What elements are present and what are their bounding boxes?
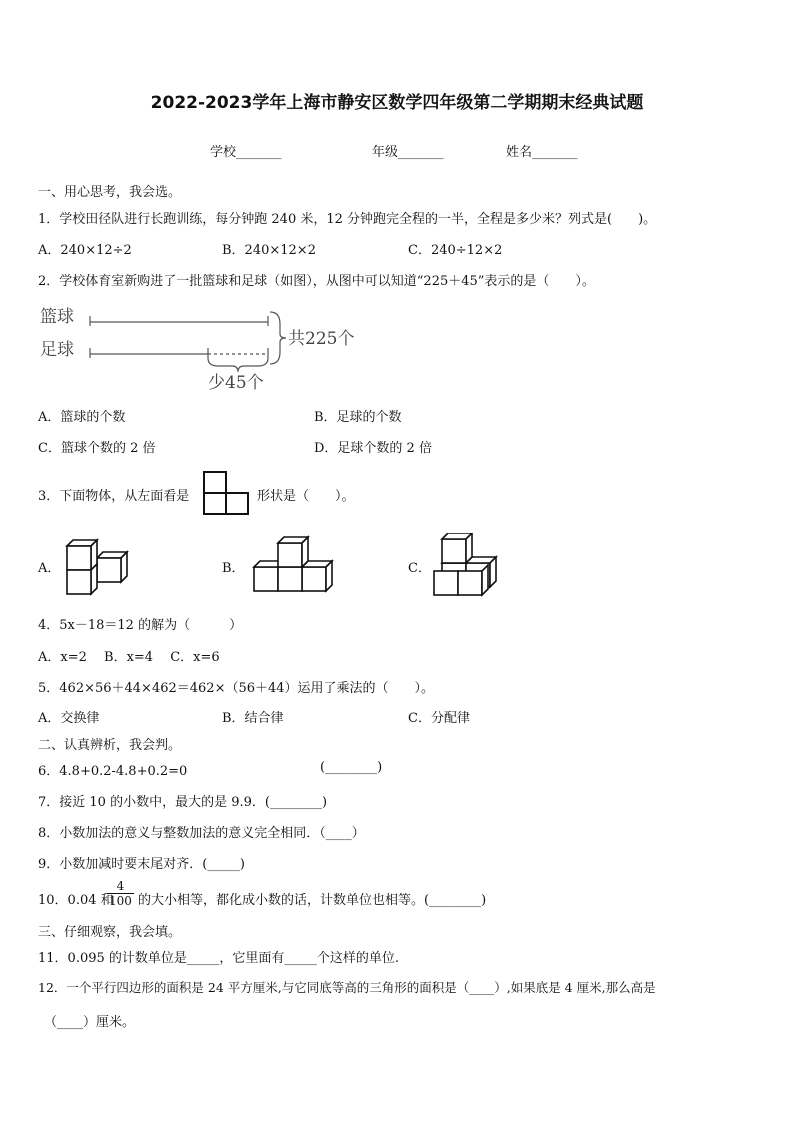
less-label: 少45个 [208,373,264,390]
q10-fraction-denominator: 100 [109,894,132,908]
question-12: 12．一个平行四边形的面积是 24 平方厘米,与它同底等高的三角形的面积是（____）,如果底是 4 厘米,那么高是 [38,980,656,995]
basketball-bar [90,316,268,326]
question-7: 7．接近 10 的小数中，最大的是 9.9．(________) [38,795,328,810]
school-field: 学校_______ [210,145,282,160]
question-2: 2．学校体育室新购进了一批篮球和足球（如图），从图中可以知道“225＋45”表示的是（ ）。 [38,274,595,289]
question-10: 10．0.04 和 [38,893,114,908]
question-6: 6．4.8+0.2-4.8+0.2=0 [38,764,188,779]
question-5: 5．462×56＋44×462＝462×（56＋44）运用了乘法的（ ）。 [38,681,435,696]
q3-left-view-figure [202,470,250,516]
question-4: 4．5x－18＝12 的解为（ ） [38,618,243,633]
q2-option-a: A．篮球的个数 [38,410,126,425]
question-10-end: 的大小相等，都化成小数的话，计数单位也相等。(________) [138,893,487,908]
football-bar [90,348,268,358]
question-1: 1．学校田径队进行长跑训练，每分钟跑 240 米，12 分钟跑完全程的一半，全程是多少米？列式是( )。 [38,212,657,227]
q4-options: A．x=2 B．x=4 C．x=6 [38,650,220,665]
football-label: 足球 [40,340,74,360]
total-brace [270,312,286,364]
question-12-cont: （____）厘米。 [44,1015,136,1030]
section-2-heading: 二、认真辨析，我会判。 [38,738,182,753]
page-title: 2022-2023学年上海市静安区数学四年级第二学期期末经典试题 [150,93,644,113]
q3-option-c-cubes [432,533,500,597]
q3-option-a-cubes [63,538,131,598]
total-label: 共225个 [288,329,355,349]
q6-answer-blank: (________) [320,760,383,775]
q2-option-d: D．足球个数的 2 倍 [314,441,432,456]
question-9: 9．小数加减时要末尾对齐．(_____) [38,857,245,872]
q3-option-b: B． [222,561,245,576]
question-3: 3．下面物体，从左面看是 [38,489,190,504]
q3-option-b-cubes [252,535,334,595]
q1-option-b: B．240×12×2 [222,243,316,258]
section-3-heading: 三、仔细观察，我会填。 [38,925,182,940]
name-field: 姓名_______ [506,145,578,160]
q2-bar-diagram [36,300,366,390]
less-brace [208,358,268,372]
q5-option-c: C．分配律 [408,711,470,726]
basketball-label: 篮球 [40,307,74,327]
section-1-heading: 一、用心思考，我会选。 [38,185,182,200]
q2-option-c: C．篮球个数的 2 倍 [38,441,156,456]
q1-option-a: A．240×12÷2 [38,243,132,258]
q10-fraction [107,879,134,908]
q2-option-b: B．足球的个数 [314,410,402,425]
grade-field: 年级_______ [372,145,444,160]
q10-fraction-numerator: 4 [107,879,134,894]
q5-option-b: B．结合律 [222,711,284,726]
question-8: 8．小数加法的意义与整数加法的意义完全相同．（____） [38,826,365,841]
q1-option-c: C．240÷12×2 [408,243,503,258]
q3-option-a: A． [38,561,61,576]
q3-option-c: C． [408,561,431,576]
q5-option-a: A．交换律 [38,711,100,726]
question-11: 11．0.095 的计数单位是_____，它里面有_____个这样的单位. [38,951,400,966]
question-3-end: 形状是（ ）。 [257,489,355,504]
